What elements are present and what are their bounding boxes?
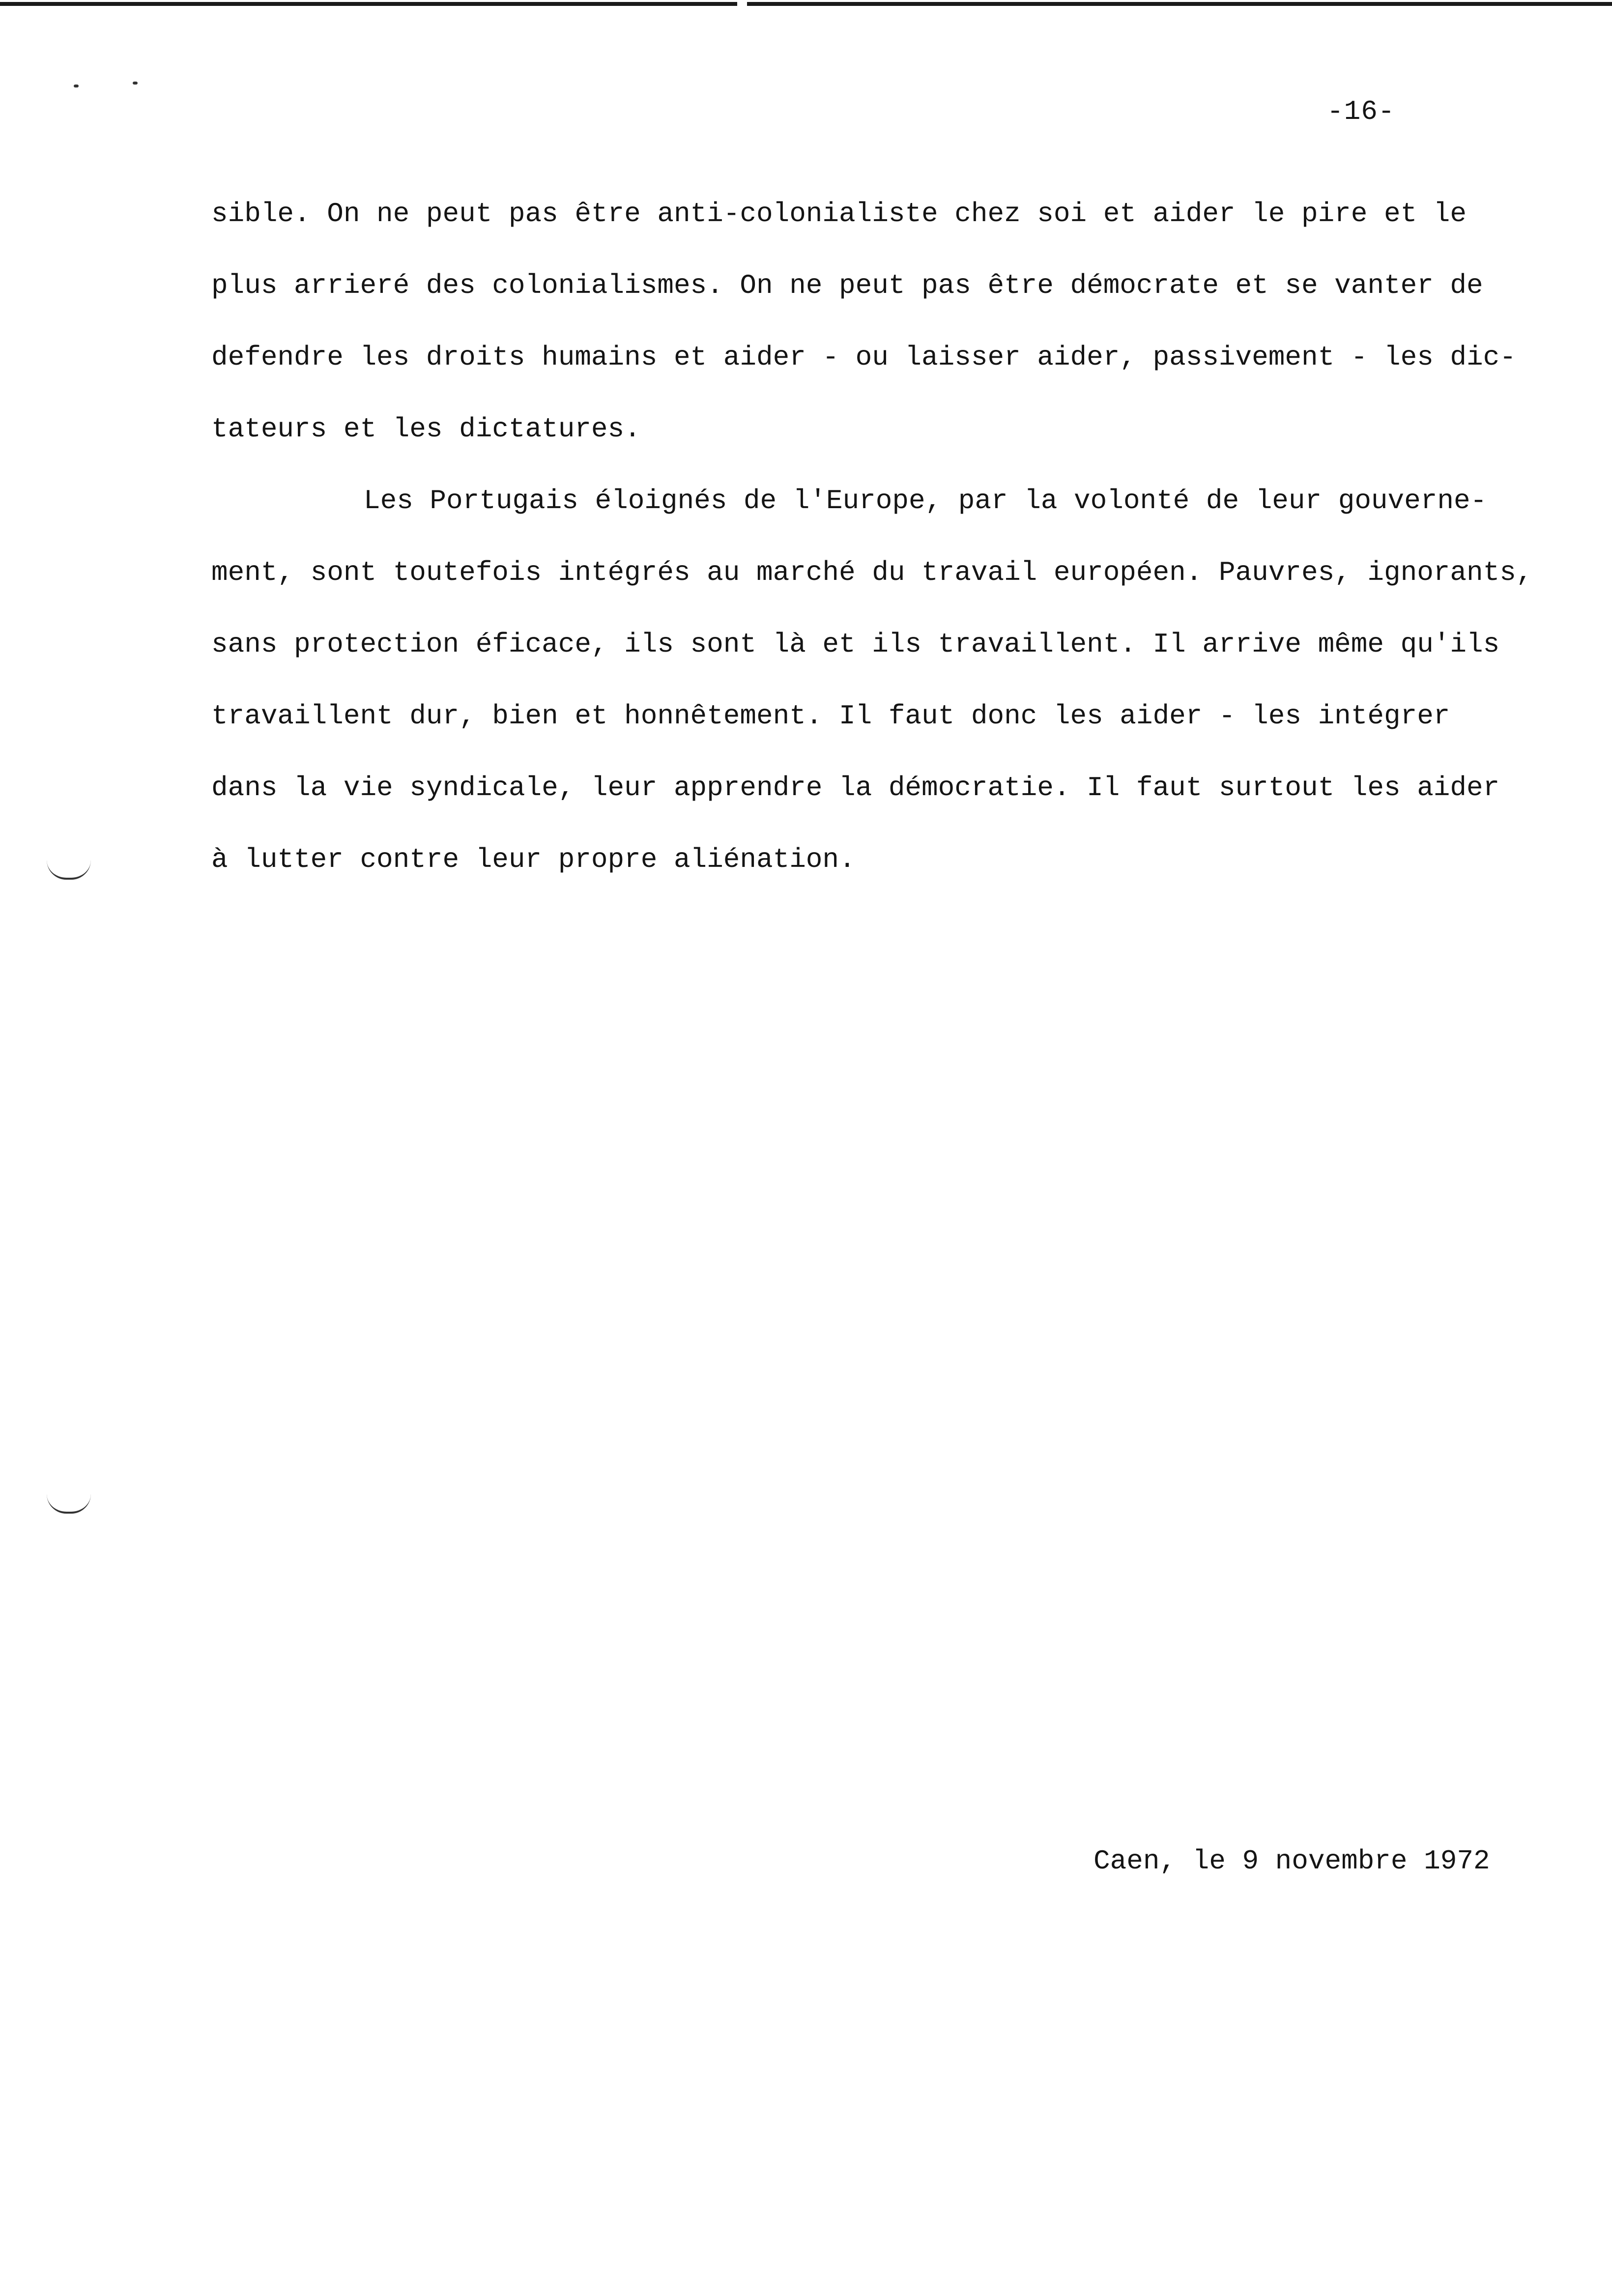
scan-speck	[74, 85, 79, 87]
text-line: sible. On ne peut pas être anti-colonialiste chez soi et aider le pire et le	[211, 198, 1467, 230]
punch-hole-mark	[47, 860, 91, 880]
text-line: à lutter contre leur propre aliénation.	[211, 844, 856, 875]
body-text	[211, 178, 1533, 895]
place-date-line: Caen, le 9 novembre 1972	[1094, 1845, 1490, 1877]
text-line: travaillent dur, bien et honnêtement. Il faut donc les aider - les intégrer	[211, 700, 1450, 732]
page-number: -16-	[1327, 96, 1395, 127]
top-border-rule	[0, 2, 737, 6]
top-border-rule	[747, 2, 1612, 6]
scan-speck	[133, 82, 138, 85]
text-line: Les Portugais éloignés de l'Europe, par la volonté de leur gouverne-	[364, 485, 1487, 517]
text-line: tateurs et les dictatures.	[211, 413, 641, 445]
text-line: ment, sont toutefois intégrés au marché du travail européen. Pauvres, ignorants,	[211, 557, 1533, 588]
text-line: dans la vie syndicale, leur apprendre la démocratie. Il faut surtout les aider	[211, 772, 1500, 804]
punch-hole-mark	[47, 1494, 91, 1514]
text-line: defendre les droits humains et aider - ou laisser aider, passivement - les dic-	[211, 342, 1516, 373]
text-line: plus arrieré des colonialismes. On ne peut pas être démocrate et se vanter de	[211, 270, 1483, 301]
text-line: sans protection éficace, ils sont là et ils travaillent. Il arrive même qu'ils	[211, 629, 1500, 660]
